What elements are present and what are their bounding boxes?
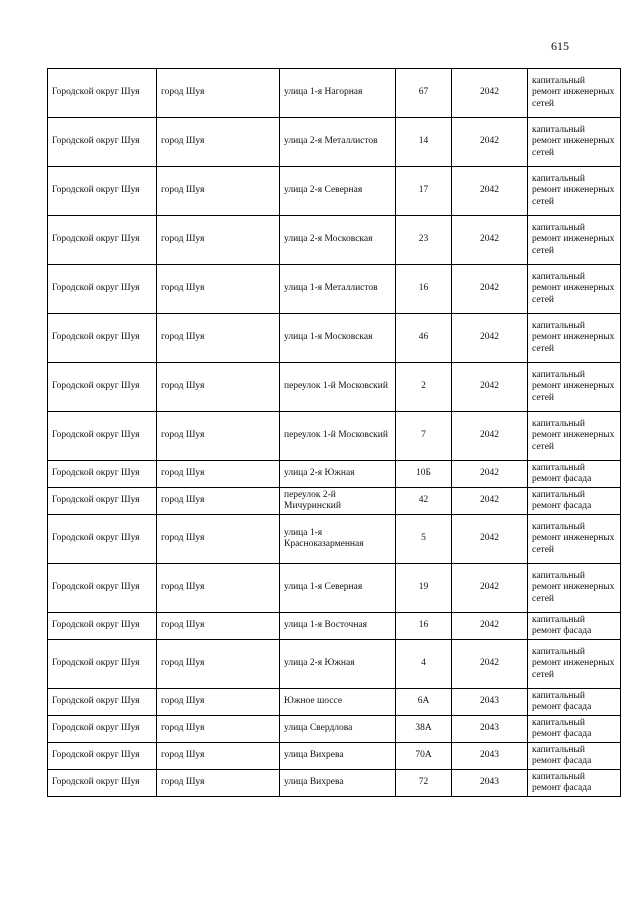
year-cell: 2042 xyxy=(452,363,528,412)
work-type-cell: капитальный ремонт инженерных сетей xyxy=(528,265,621,314)
table-row xyxy=(48,743,621,770)
district-cell: Городской округ Шуя xyxy=(48,716,157,743)
house-number-cell: 5 xyxy=(396,515,452,564)
city-cell: город Шуя xyxy=(157,689,280,716)
house-number-cell: 19 xyxy=(396,564,452,613)
work-type-cell: капитальный ремонт инженерных сетей xyxy=(528,118,621,167)
year-cell: 2043 xyxy=(452,716,528,743)
house-number-cell: 10Б xyxy=(396,461,452,488)
year-cell: 2043 xyxy=(452,743,528,770)
city-cell: город Шуя xyxy=(157,314,280,363)
year-cell: 2042 xyxy=(452,69,528,118)
city-cell: город Шуя xyxy=(157,770,280,797)
work-type-cell: капитальный ремонт инженерных сетей xyxy=(528,363,621,412)
year-cell: 2042 xyxy=(452,118,528,167)
street-cell: Южное шоссе xyxy=(280,689,396,716)
table-row xyxy=(48,770,621,797)
house-number-cell: 38А xyxy=(396,716,452,743)
table-row xyxy=(48,118,621,167)
house-number-cell: 17 xyxy=(396,167,452,216)
city-cell: город Шуя xyxy=(157,69,280,118)
table-row xyxy=(48,564,621,613)
housing-repair-table xyxy=(47,68,621,797)
city-cell: город Шуя xyxy=(157,716,280,743)
city-cell: город Шуя xyxy=(157,564,280,613)
district-cell: Городской округ Шуя xyxy=(48,412,157,461)
table-row xyxy=(48,265,621,314)
district-cell: Городской округ Шуя xyxy=(48,743,157,770)
house-number-cell: 70А xyxy=(396,743,452,770)
year-cell: 2042 xyxy=(452,216,528,265)
year-cell: 2043 xyxy=(452,770,528,797)
house-number-cell: 7 xyxy=(396,412,452,461)
district-cell: Городской округ Шуя xyxy=(48,314,157,363)
year-cell: 2042 xyxy=(452,265,528,314)
street-cell: улица 1-я Восточная xyxy=(280,613,396,640)
city-cell: город Шуя xyxy=(157,265,280,314)
district-cell: Городской округ Шуя xyxy=(48,265,157,314)
year-cell: 2042 xyxy=(452,488,528,515)
house-number-cell: 67 xyxy=(396,69,452,118)
city-cell: город Шуя xyxy=(157,363,280,412)
street-cell: улица 1-я Северная xyxy=(280,564,396,613)
table-row xyxy=(48,314,621,363)
district-cell: Городской округ Шуя xyxy=(48,640,157,689)
year-cell: 2042 xyxy=(452,613,528,640)
city-cell: город Шуя xyxy=(157,167,280,216)
house-number-cell: 4 xyxy=(396,640,452,689)
city-cell: город Шуя xyxy=(157,640,280,689)
table-row xyxy=(48,689,621,716)
house-number-cell: 6А xyxy=(396,689,452,716)
street-cell: переулок 1-й Московский xyxy=(280,363,396,412)
city-cell: город Шуя xyxy=(157,412,280,461)
city-cell: город Шуя xyxy=(157,743,280,770)
work-type-cell: капитальный ремонт фасада xyxy=(528,488,621,515)
street-cell: улица 1-я Московская xyxy=(280,314,396,363)
page-number: 615 xyxy=(551,39,569,53)
district-cell: Городской округ Шуя xyxy=(48,118,157,167)
street-cell: улица 2-я Московская xyxy=(280,216,396,265)
year-cell: 2042 xyxy=(452,412,528,461)
street-cell: улица Вихрева xyxy=(280,743,396,770)
street-cell: улица 2-я Металлистов xyxy=(280,118,396,167)
table-row xyxy=(48,363,621,412)
year-cell: 2042 xyxy=(452,167,528,216)
work-type-cell: капитальный ремонт инженерных сетей xyxy=(528,167,621,216)
street-cell: улица 2-я Южная xyxy=(280,461,396,488)
district-cell: Городской округ Шуя xyxy=(48,613,157,640)
street-cell: переулок 1-й Московский xyxy=(280,412,396,461)
table-row xyxy=(48,716,621,743)
district-cell: Городской округ Шуя xyxy=(48,689,157,716)
table-row xyxy=(48,412,621,461)
work-type-cell: капитальный ремонт фасада xyxy=(528,770,621,797)
work-type-cell: капитальный ремонт инженерных сетей xyxy=(528,314,621,363)
city-cell: город Шуя xyxy=(157,216,280,265)
street-cell: переулок 2-й Мичуринский xyxy=(280,488,396,515)
city-cell: город Шуя xyxy=(157,488,280,515)
table-row xyxy=(48,216,621,265)
district-cell: Городской округ Шуя xyxy=(48,167,157,216)
table-row xyxy=(48,461,621,488)
work-type-cell: капитальный ремонт фасада xyxy=(528,689,621,716)
street-cell: улица 1-я Красноказарменная xyxy=(280,515,396,564)
street-cell: улица Вихрева xyxy=(280,770,396,797)
district-cell: Городской округ Шуя xyxy=(48,515,157,564)
work-type-cell: капитальный ремонт фасада xyxy=(528,461,621,488)
house-number-cell: 14 xyxy=(396,118,452,167)
district-cell: Городской округ Шуя xyxy=(48,363,157,412)
table-row xyxy=(48,613,621,640)
house-number-cell: 16 xyxy=(396,265,452,314)
work-type-cell: капитальный ремонт инженерных сетей xyxy=(528,515,621,564)
work-type-cell: капитальный ремонт инженерных сетей xyxy=(528,69,621,118)
street-cell: улица Свердлова xyxy=(280,716,396,743)
year-cell: 2042 xyxy=(452,461,528,488)
work-type-cell: капитальный ремонт инженерных сетей xyxy=(528,640,621,689)
table-row xyxy=(48,69,621,118)
work-type-cell: капитальный ремонт инженерных сетей xyxy=(528,216,621,265)
table-row xyxy=(48,515,621,564)
work-type-cell: капитальный ремонт фасада xyxy=(528,613,621,640)
table-row xyxy=(48,488,621,515)
house-number-cell: 23 xyxy=(396,216,452,265)
city-cell: город Шуя xyxy=(157,461,280,488)
district-cell: Городской округ Шуя xyxy=(48,770,157,797)
street-cell: улица 2-я Южная xyxy=(280,640,396,689)
house-number-cell: 46 xyxy=(396,314,452,363)
city-cell: город Шуя xyxy=(157,515,280,564)
city-cell: город Шуя xyxy=(157,118,280,167)
work-type-cell: капитальный ремонт инженерных сетей xyxy=(528,564,621,613)
table-row xyxy=(48,167,621,216)
district-cell: Городской округ Шуя xyxy=(48,564,157,613)
district-cell: Городской округ Шуя xyxy=(48,216,157,265)
year-cell: 2042 xyxy=(452,564,528,613)
house-number-cell: 42 xyxy=(396,488,452,515)
district-cell: Городской округ Шуя xyxy=(48,488,157,515)
city-cell: город Шуя xyxy=(157,613,280,640)
year-cell: 2043 xyxy=(452,689,528,716)
year-cell: 2042 xyxy=(452,640,528,689)
house-number-cell: 2 xyxy=(396,363,452,412)
street-cell: улица 2-я Северная xyxy=(280,167,396,216)
work-type-cell: капитальный ремонт фасада xyxy=(528,743,621,770)
year-cell: 2042 xyxy=(452,515,528,564)
house-number-cell: 72 xyxy=(396,770,452,797)
work-type-cell: капитальный ремонт фасада xyxy=(528,716,621,743)
year-cell: 2042 xyxy=(452,314,528,363)
work-type-cell: капитальный ремонт инженерных сетей xyxy=(528,412,621,461)
district-cell: Городской округ Шуя xyxy=(48,69,157,118)
street-cell: улица 1-я Нагорная xyxy=(280,69,396,118)
district-cell: Городской округ Шуя xyxy=(48,461,157,488)
table-row xyxy=(48,640,621,689)
house-number-cell: 16 xyxy=(396,613,452,640)
street-cell: улица 1-я Металлистов xyxy=(280,265,396,314)
